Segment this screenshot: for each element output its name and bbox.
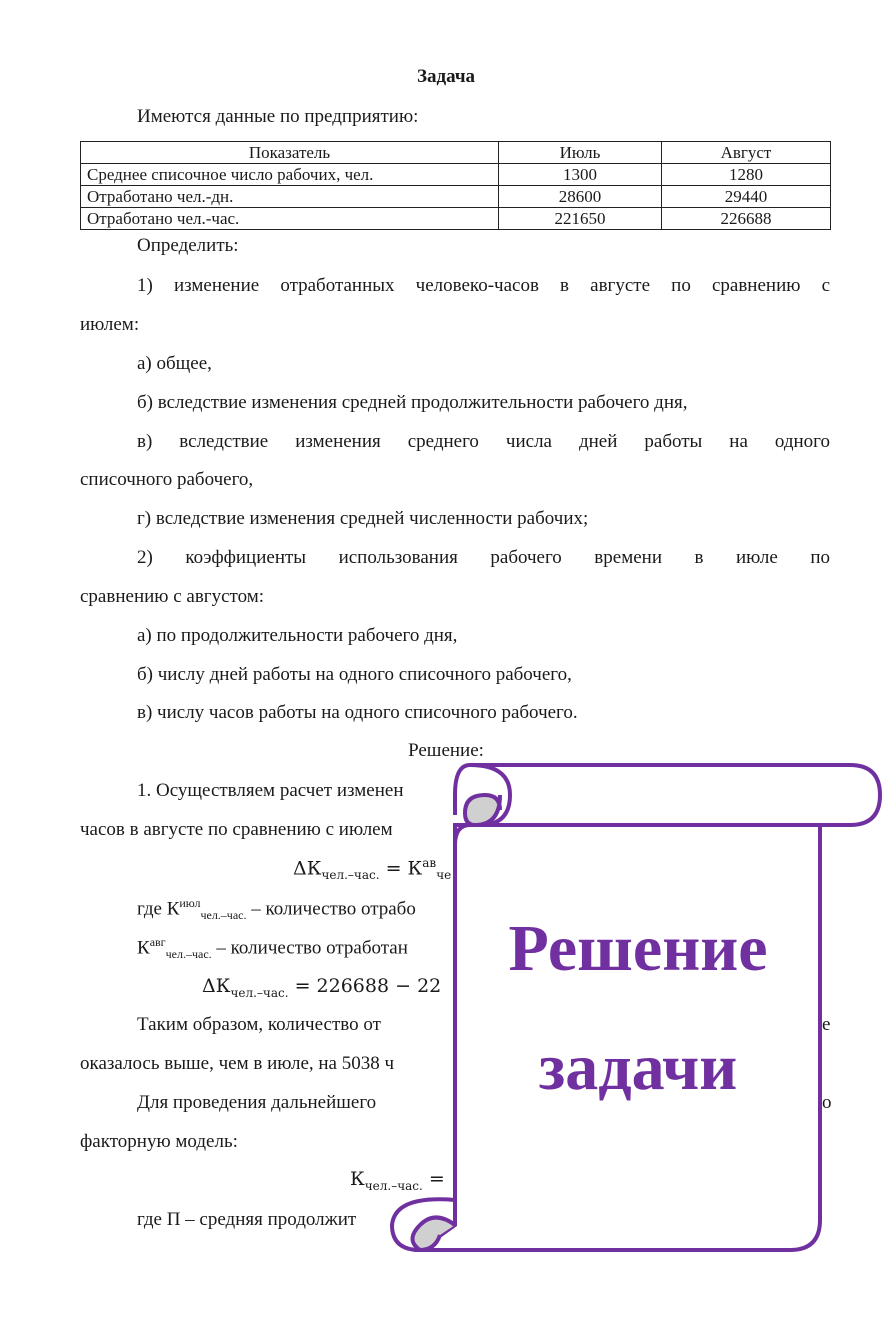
table-cell: Отработано чел.-час. bbox=[81, 208, 499, 230]
question-1b: б) вследствие изменения средней продолжительности рабочего дня, bbox=[137, 392, 688, 413]
table-cell: 1300 bbox=[499, 164, 662, 186]
question-2-line-2: сравнению с августом: bbox=[80, 586, 265, 607]
banner-title-line-1: Решение bbox=[508, 912, 768, 985]
formula-delta-values: $\Delta К_{чел.-час.} = 226688 - 22$ bbox=[202, 975, 442, 1000]
question-1c-line-2: списочного рабочего, bbox=[80, 469, 254, 490]
task-title: Задача bbox=[416, 66, 476, 87]
question-1-line-1: 1) изменение отработанных человеко-часов в августе по сравнению с bbox=[137, 275, 830, 296]
table-row bbox=[81, 208, 831, 230]
question-2-line-1: 2) коэффициенты использования рабочего времени в июле по bbox=[137, 547, 830, 568]
header-indicator: Показатель bbox=[81, 142, 499, 164]
definition-line: где П – средняя продолжит bbox=[137, 1209, 357, 1230]
analysis-line-2: факторную модель: bbox=[80, 1131, 238, 1152]
header-july: Июль bbox=[499, 142, 662, 164]
solution-heading: Решение: bbox=[408, 740, 484, 761]
solution-step-1-line-1: 1. Осуществляем расчет изменен bbox=[137, 780, 404, 801]
table-cell: 29440 bbox=[662, 186, 831, 208]
conclusion-line-1: Таким образом, количество от bbox=[137, 1014, 381, 1035]
scroll-banner bbox=[380, 755, 885, 1255]
data-table bbox=[80, 141, 831, 230]
table-row bbox=[81, 186, 831, 208]
question-1-line-2: июлем: bbox=[80, 314, 140, 335]
analysis-line-1: Для проведения дальнейшего bbox=[137, 1092, 377, 1113]
scroll-shapes bbox=[392, 765, 880, 1250]
formula-factor-model: $К_{чел.-час.}$ = bbox=[350, 1168, 445, 1193]
question-1a: а) общее, bbox=[137, 353, 212, 374]
question-2c: в) числу часов работы на одного списочного рабочего. bbox=[137, 702, 578, 723]
banner-title-line-2: задачи bbox=[538, 1031, 738, 1104]
table-cell: 226688 bbox=[662, 208, 831, 230]
question-1d: г) вследствие изменения средней численности рабочих; bbox=[137, 508, 589, 529]
task-intro: Имеются данные по предприятию: bbox=[137, 106, 419, 127]
formula-delta: $\Delta К_{чел.-час.} = К^{ав}_{че}$ bbox=[293, 856, 452, 883]
analysis-line-1-end: о bbox=[822, 1092, 832, 1113]
table-cell: 221650 bbox=[499, 208, 662, 230]
table-cell: Среднее списочное число рабочих, чел. bbox=[81, 164, 499, 186]
table-cell: 1280 bbox=[662, 164, 831, 186]
solution-step-1-line-2: часов в августе по сравнению с июлем bbox=[80, 819, 393, 840]
conclusion-line-1-end: е bbox=[822, 1014, 831, 1035]
where-line-1: где $К^{июл}_{чел.-час.}$ – количество отрабо bbox=[137, 896, 416, 923]
determine-label: Определить: bbox=[137, 235, 239, 256]
table-header-row bbox=[81, 142, 831, 164]
header-august: Август bbox=[662, 142, 831, 164]
table-cell: Отработано чел.-дн. bbox=[81, 186, 499, 208]
question-2b: б) числу дней работы на одного списочного рабочего, bbox=[137, 664, 572, 685]
table-row bbox=[81, 164, 831, 186]
conclusion-line-2: оказалось выше, чем в июле, на 5038 ч bbox=[80, 1053, 395, 1074]
question-2a: а) по продолжительности рабочего дня, bbox=[137, 625, 458, 646]
where-line-2: $К^{авг}_{чел.-час.}$ – количество отработан bbox=[137, 935, 408, 962]
question-1c-line-1: в) вследствие изменения среднего числа дней работы на одного bbox=[137, 431, 830, 452]
table-cell: 28600 bbox=[499, 186, 662, 208]
